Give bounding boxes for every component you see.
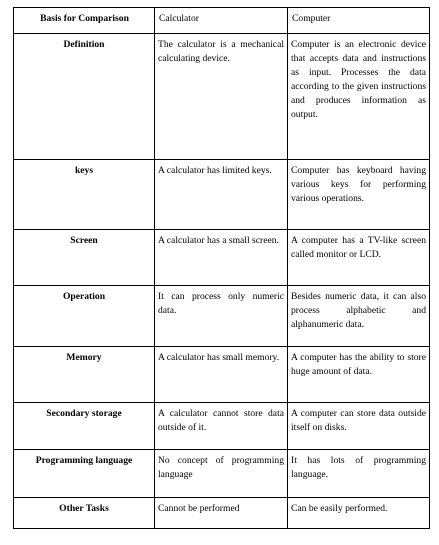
computer-cell: Besides numeric data, it can also process alphabetic and alphanumeric data. <box>288 286 430 347</box>
row-label: Screen <box>14 230 155 286</box>
table-header-row <box>14 8 430 34</box>
header-calculator: Calculator <box>155 8 288 34</box>
computer-cell: A computer can store data outside itself on disks. <box>288 403 430 450</box>
row-label: Secondary storage <box>14 403 155 450</box>
calculator-cell: A calculator has limited keys. <box>155 160 288 230</box>
table-row <box>14 403 430 450</box>
computer-cell: A computer has a TV-like screen called monitor or LCD. <box>288 230 430 286</box>
table-row <box>14 160 430 230</box>
calculator-cell: A calculator cannot store data outside of it. <box>155 403 288 450</box>
header-computer: Computer <box>288 8 430 34</box>
calculator-cell: A calculator has a small screen. <box>155 230 288 286</box>
row-label: Operation <box>14 286 155 347</box>
table-row <box>14 286 430 347</box>
table-row <box>14 347 430 403</box>
row-label: keys <box>14 160 155 230</box>
calculator-cell: Cannot be performed <box>155 498 288 529</box>
row-label: Programming language <box>14 450 155 498</box>
calculator-cell: A calculator has small memory. <box>155 347 288 403</box>
table-row <box>14 498 430 529</box>
computer-cell: Computer is an electronic device that accepts data and instructions as input. Processes the data according to the given instructions and produces information as output. <box>288 34 430 160</box>
table-row <box>14 230 430 286</box>
row-label: Memory <box>14 347 155 403</box>
computer-cell: It has lots of programming language. <box>288 450 430 498</box>
calculator-cell: No concept of programming language <box>155 450 288 498</box>
table-row <box>14 34 430 160</box>
row-label: Definition <box>14 34 155 160</box>
comparison-table <box>13 7 430 529</box>
computer-cell: Can be easily performed. <box>288 498 430 529</box>
row-label: Other Tasks <box>14 498 155 529</box>
calculator-cell: The calculator is a mechanical calculating device. <box>155 34 288 160</box>
computer-cell: Computer has keyboard having various keys for performing various operations. <box>288 160 430 230</box>
header-basis: Basis for Comparison <box>14 8 155 34</box>
computer-cell: A computer has the ability to store huge amount of data. <box>288 347 430 403</box>
table-row <box>14 450 430 498</box>
calculator-cell: It can process only numeric data. <box>155 286 288 347</box>
